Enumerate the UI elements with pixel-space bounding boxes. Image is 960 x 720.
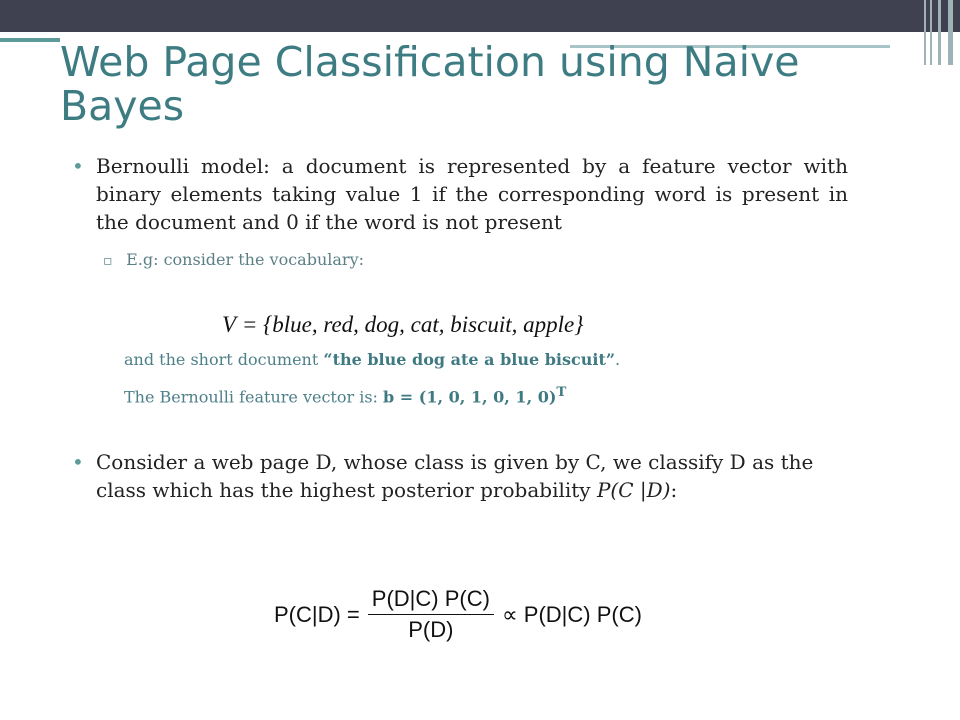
formula-v: V xyxy=(222,312,237,337)
top-banner xyxy=(0,0,960,32)
bayes-rhs: ∝ P(D|C) P(C) xyxy=(501,601,642,627)
bayes-formula xyxy=(274,586,642,643)
bayes-lhs: P(C|D) = xyxy=(274,601,360,627)
square-bullet-icon: ▫ xyxy=(103,253,113,269)
bullet-classification-end: : xyxy=(670,478,678,502)
posterior-math: P(C |D) xyxy=(596,478,671,502)
bullet-classification xyxy=(72,448,848,504)
slide-title: Web Page Classification using Naive Bayes xyxy=(60,38,800,130)
bullet-classification-text: Consider a web page D, whose class is given by C, we classify D as the class which has the highest posterior probability xyxy=(96,450,814,502)
formula-v-set: = {blue, red, dog, cat, biscuit, apple} xyxy=(241,312,584,337)
bullet-bernoulli xyxy=(72,152,848,236)
vector-value: b = (1, 0, 1, 0, 1, 0) xyxy=(383,387,557,407)
doc-quote: “the blue dog ate a blue biscuit” xyxy=(323,350,616,369)
decorative-vertical-lines xyxy=(920,0,960,65)
doc-suffix: . xyxy=(615,350,621,369)
sub-bullet-text: E.g: consider the vocabulary: xyxy=(126,250,364,269)
bayes-numerator: P(D|C) P(C) xyxy=(368,586,494,615)
bullet-dot: • xyxy=(72,154,84,178)
accent-line-left xyxy=(0,38,60,42)
bullet-bernoulli-text: Bernoulli model: a document is represented by a feature vector with binary elements taking value 1 if the corresponding word is present in the document and 0 if the word is not present xyxy=(96,154,848,234)
feature-vector-line xyxy=(124,384,566,406)
bayes-denominator: P(D) xyxy=(408,617,454,642)
example-document-line xyxy=(124,350,620,369)
doc-prefix: and the short document xyxy=(124,350,324,369)
vector-sup: T xyxy=(556,384,567,400)
sub-bullet xyxy=(103,250,364,269)
vocabulary-formula xyxy=(222,312,583,338)
bullet-dot: • xyxy=(72,450,84,474)
vector-prefix: The Bernoulli feature vector is: xyxy=(124,387,384,407)
bayes-fraction xyxy=(368,586,494,643)
